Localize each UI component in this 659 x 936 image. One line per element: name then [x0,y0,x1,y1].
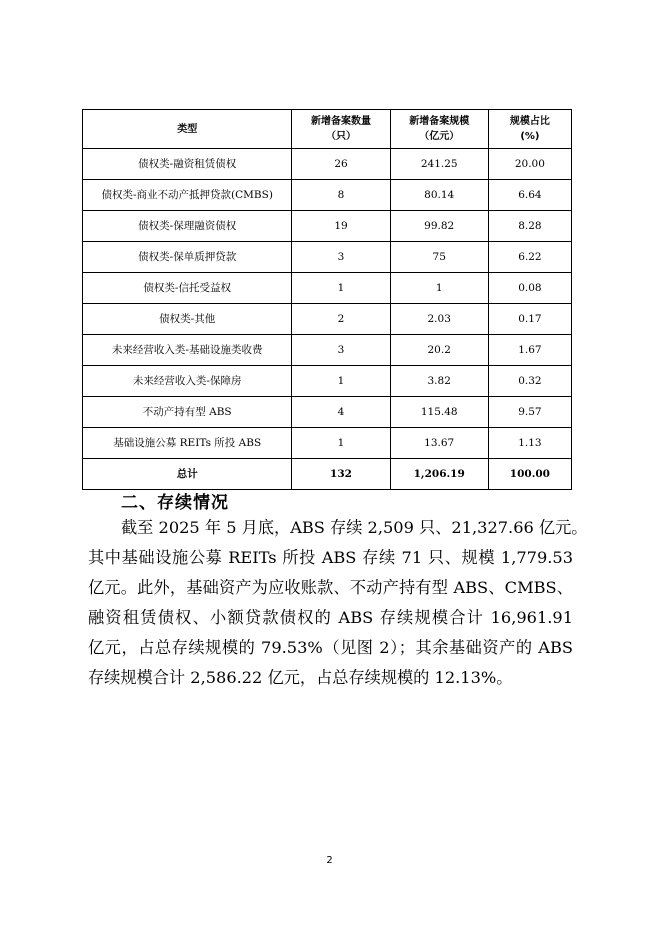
row-count: 8 [292,180,390,211]
row-count: 3 [292,242,390,273]
row-type: 债权类-保理融资债权 [83,211,292,242]
body-paragraph [88,513,588,693]
row-type: 基础设施公募 REITs 所投 ABS [83,428,292,459]
row-count: 1 [292,366,390,397]
row-scale: 115.48 [390,397,488,428]
row-share: 8.28 [488,211,571,242]
header-type: 类型 [83,110,292,149]
row-type: 债权类-其他 [83,304,292,335]
row-scale: 75 [390,242,488,273]
header-share-line2: (%) [520,131,540,142]
row-share: 6.22 [488,242,571,273]
table-row [83,273,572,304]
table-row [83,211,572,242]
page-number: 2 [326,855,333,866]
section-heading: 二、存续情况 [121,493,229,513]
row-type: 债权类-商业不动产抵押贷款(CMBS) [83,180,292,211]
header-scale-line2: （亿元） [419,131,460,142]
row-type: 债权类-融资租赁债权 [83,149,292,180]
header-scale-line1: 新增备案规模 [409,116,470,127]
table-row [83,149,572,180]
row-type: 债权类-信托受益权 [83,273,292,304]
row-share: 6.64 [488,180,571,211]
table-row [83,242,572,273]
header-scale [390,110,488,149]
row-scale: 2.03 [390,304,488,335]
row-scale: 99.82 [390,211,488,242]
row-share: 0.17 [488,304,571,335]
row-scale: 1 [390,273,488,304]
abs-filing-table [82,109,572,490]
header-count-line2: （只） [326,131,357,142]
row-type: 不动产持有型 ABS [83,397,292,428]
table-body [83,149,572,490]
total-count: 132 [292,459,390,490]
row-count: 26 [292,149,390,180]
row-count: 2 [292,304,390,335]
row-scale: 13.67 [390,428,488,459]
row-count: 19 [292,211,390,242]
header-count-line1: 新增备案数量 [311,116,372,127]
header-share [488,110,571,149]
paragraph-line: 亿元。此外，基础资产为应收账款、不动产持有型 ABS、CMBS、 [88,578,573,597]
table-row [83,180,572,211]
row-share: 0.32 [488,366,571,397]
row-count: 3 [292,335,390,366]
paragraph-line: 截至 2025 年 5 月底，ABS 存续 2,509 只、21,327.66 亿元。 [121,518,588,537]
row-type: 未来经营收入类-基础设施类收费 [83,335,292,366]
row-scale: 80.14 [390,180,488,211]
paragraph-line: 融资租赁债权、小额贷款债权的 ABS 存续规模合计 16,961.91 [88,608,573,627]
row-share: 1.67 [488,335,571,366]
table-row [83,397,572,428]
total-scale: 1,206.19 [390,459,488,490]
row-share: 1.13 [488,428,571,459]
paragraph-line: 亿元，占总存续规模的 79.53%（见图 2）；其余基础资产的 ABS [88,638,573,657]
row-scale: 241.25 [390,149,488,180]
table-header-row [83,110,572,149]
row-count: 4 [292,397,390,428]
row-share: 9.57 [488,397,571,428]
paragraph-line: 存续规模合计 2,586.22 亿元，占总存续规模的 12.13%。 [88,668,513,687]
table-row [83,428,572,459]
row-share: 20.00 [488,149,571,180]
row-count: 1 [292,428,390,459]
header-share-line1: 规模占比 [509,116,550,127]
row-scale: 3.82 [390,366,488,397]
table-row [83,304,572,335]
table-total-row [83,459,572,490]
total-type: 总计 [83,459,292,490]
table-row [83,366,572,397]
row-scale: 20.2 [390,335,488,366]
row-count: 1 [292,273,390,304]
header-count [292,110,390,149]
row-share: 0.08 [488,273,571,304]
total-share: 100.00 [488,459,571,490]
paragraph-line: 其中基础设施公募 REITs 所投 ABS 存续 71 只、规模 1,779.53 [88,548,573,567]
table-row [83,335,572,366]
row-type: 未来经营收入类-保障房 [83,366,292,397]
row-type: 债权类-保单质押贷款 [83,242,292,273]
